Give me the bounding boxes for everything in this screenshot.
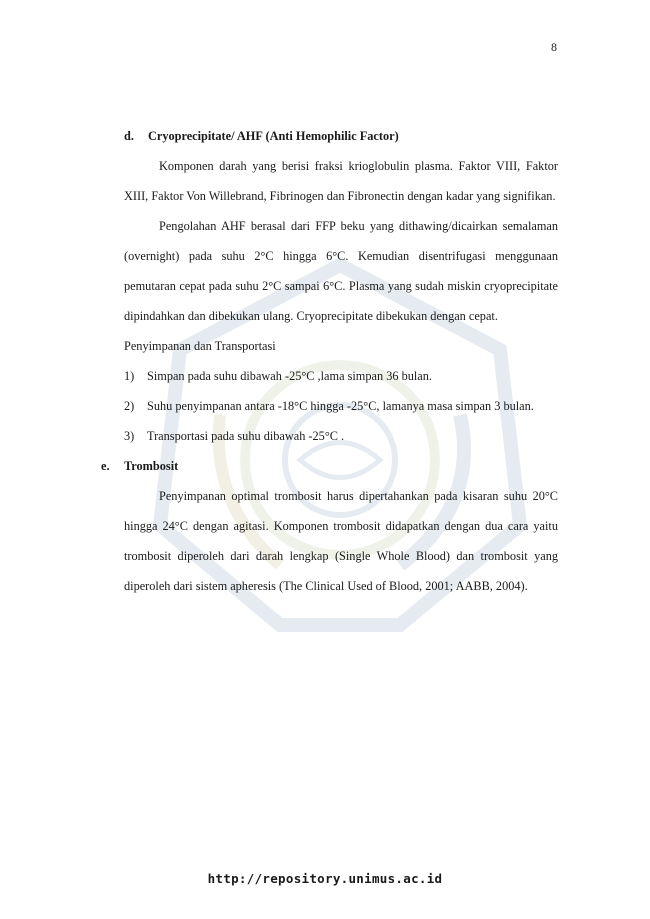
list-item-text: Transportasi pada suhu dibawah -25°C . <box>147 429 345 443</box>
list-number: 2) <box>124 399 135 413</box>
section-d-title: Cryoprecipitate/ AHF (Anti Hemophilic Factor) <box>148 129 399 143</box>
list-item-text: Suhu penyimpanan antara -18°C hingga -25°C, lamanya masa simpan 3 bulan. <box>147 399 534 413</box>
list-number: 1) <box>124 369 135 383</box>
list-number: 3) <box>124 429 135 443</box>
section-d-heading <box>124 121 558 151</box>
section-e-letter: e. <box>101 459 110 473</box>
section-d-paragraph-1: Komponen darah yang berisi fraksi krioglobulin plasma. Faktor VIII, Faktor XIII, Faktor Von Willebrand, Fibrinogen dan Fibronectin dengan kadar yang signifikan. <box>124 159 558 203</box>
section-d-paragraph-2: Pengolahan AHF berasal dari FFP beku yang dithawing/dicairkan semalaman (overnight) pada suhu 2°C hingga 6°C. Kemudian disentrifugasi menggunaan pemutaran cepat pada suhu 2°C sampai 6°C. Plasma yang sudah miskin cryoprecipitate dipindahkan dan dibekukan ulang. Cryoprecipitate dibekukan dengan cepat. <box>124 219 558 323</box>
list-item-text: Simpan pada suhu dibawah -25°C ,lama simpan 36 bulan. <box>147 369 432 383</box>
storage-list-item <box>124 391 558 421</box>
section-e-title: Trombosit <box>124 459 179 473</box>
section-e-heading <box>101 451 558 481</box>
section-d-letter: d. <box>124 129 134 143</box>
page-number: 8 <box>551 40 557 54</box>
storage-list-item <box>124 421 558 451</box>
storage-list-item <box>124 361 558 391</box>
repository-url: http://repository.unimus.ac.id <box>207 871 443 886</box>
storage-heading: Penyimpanan dan Transportasi <box>124 339 276 353</box>
document-body <box>101 121 558 601</box>
section-e-paragraph-1: Penyimpanan optimal trombosit harus dipertahankan pada kisaran suhu 20°C hingga 24°C dengan agitasi. Komponen trombosit didapatkan dengan dua cara yaitu trombosit diperoleh dari darah lengkap (Single Whole Blood) dan trombosit yang diperoleh dari sistem apheresis (The Clinical Used of Blood, 2001; AABB, 2004). <box>124 489 558 593</box>
